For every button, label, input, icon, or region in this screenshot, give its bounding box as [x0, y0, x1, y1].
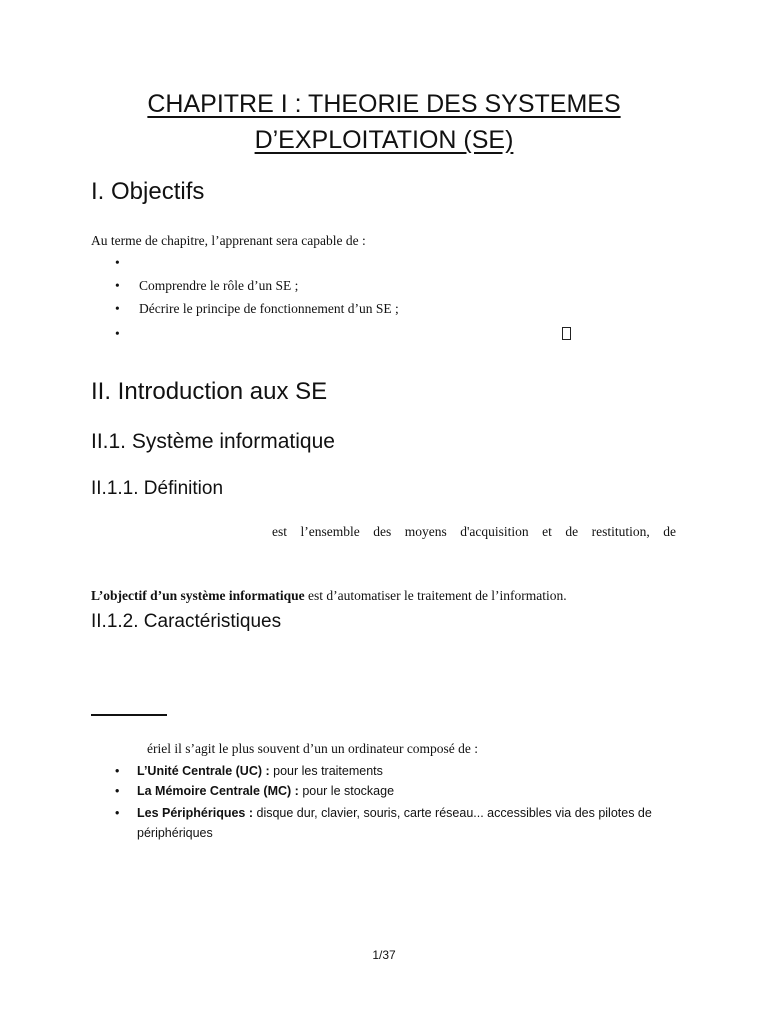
heading-objectifs: I. Objectifs: [91, 178, 205, 205]
chapter-title: [90, 86, 678, 158]
heading-definition: II.1.1. Définition: [91, 478, 224, 499]
bullet-marker: •: [115, 326, 120, 341]
objective-paragraph: [91, 588, 567, 604]
definition-text: est l’ensemble des moyens d'acquisition et de restitution, de: [272, 524, 676, 539]
bullet-marker: •: [115, 764, 120, 778]
chapter-title-line1: CHAPITRE I : THEORIE DES SYSTEMES: [147, 90, 621, 118]
bullet-marker: •: [115, 784, 120, 798]
list-item: • La Mémoire Centrale (MC) : pour le stockage: [115, 784, 395, 798]
objectives-intro: Au terme de chapitre, l’apprenant sera capable de :: [91, 233, 366, 248]
heading-introduction: II. Introduction aux SE: [91, 378, 328, 405]
heading-caracteristiques: II.1.2. Caractéristiques: [91, 611, 282, 632]
list-item: • Les Périphériques : disque dur, clavier, souris, carte réseau... accessibles via des pilotes de: [115, 806, 652, 820]
list-item: [115, 326, 139, 342]
bullet-marker: •: [115, 806, 120, 820]
bullet-marker: •: [115, 255, 120, 270]
horizontal-rule: [91, 714, 167, 716]
bullet-marker: •: [115, 301, 120, 316]
hardware-text: ériel il s’agit le plus souvent d’un un ordinateur composé de :: [147, 741, 479, 756]
heading-systeme-informatique: II.1. Système informatique: [91, 430, 335, 453]
bullet-marker: •: [115, 278, 120, 293]
objective-bold: L’objectif d’un système informatique: [91, 588, 305, 603]
list-item: • L’Unité Centrale (UC) : pour les traitements: [115, 764, 383, 778]
objective-rest: est d’automatiser le traitement de l’information.: [304, 588, 567, 603]
missing-glyph-box: [562, 327, 571, 340]
list-item: [115, 255, 139, 271]
list-item: • Comprendre le rôle d’un SE ;: [115, 278, 299, 293]
list-item-continuation: périphériques: [137, 826, 213, 840]
list-item: • Décrire le principe de fonctionnement d’un SE ;: [115, 301, 399, 316]
chapter-title-line2: D’EXPLOITATION (SE): [254, 126, 514, 154]
page-number: 1/37: [372, 948, 396, 962]
